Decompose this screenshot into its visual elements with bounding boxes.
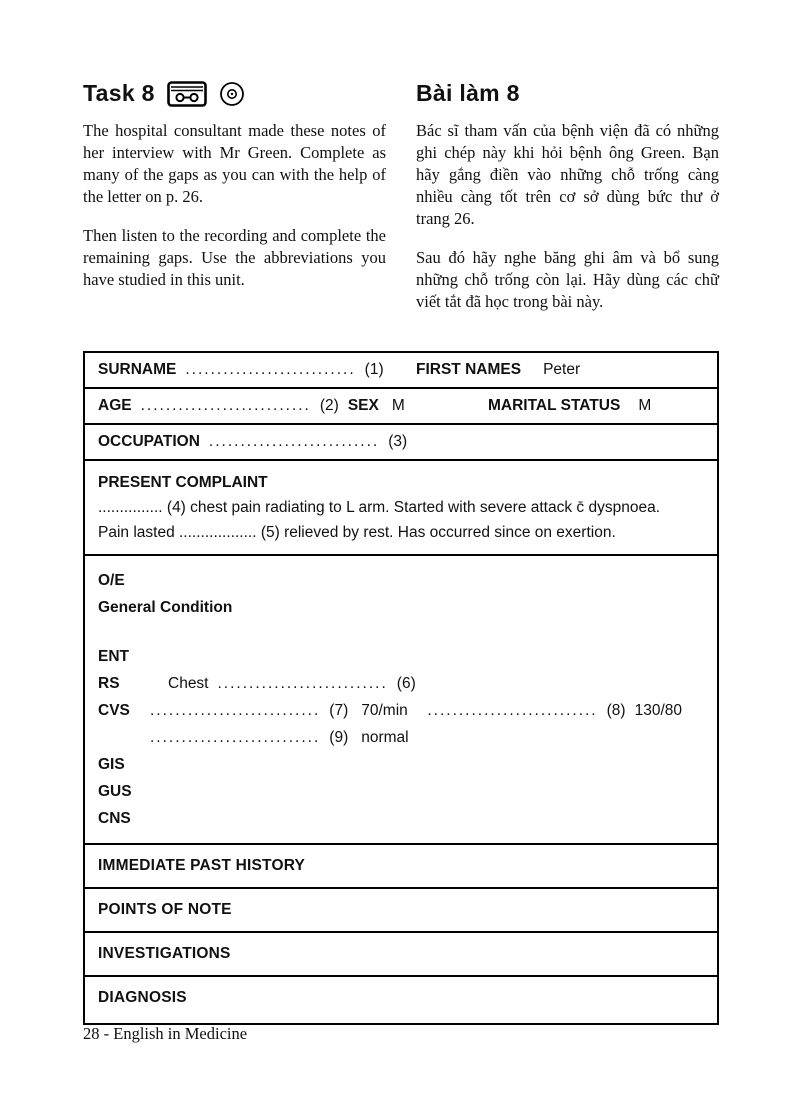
first-names-label: FIRST NAMES: [416, 360, 522, 378]
task-instructions-2: Then listen to the recording and complete the remaining gaps. Use the abbreviations you have studied in this unit.: [83, 225, 386, 289]
rs-row: [98, 670, 704, 697]
rs-blank: ...........................: [217, 674, 388, 692]
cvs-gap-number-8: (8): [606, 701, 626, 719]
surname-gap-number: (1): [364, 360, 384, 378]
ent-label: ENT: [98, 647, 129, 665]
occupation-row: [85, 423, 717, 459]
bai-lam-title-row: [416, 80, 719, 107]
occupation-label: OCCUPATION: [98, 432, 200, 450]
age-gap-number: (2): [319, 396, 339, 414]
cvs-blank-8: ...........................: [427, 701, 598, 719]
first-names-field: [416, 361, 580, 379]
gis-label: GIS: [98, 755, 125, 773]
gus-label: GUS: [98, 782, 132, 800]
bai-lam-title: Bài làm 8: [416, 80, 520, 106]
cvs-field-bp: [427, 697, 682, 724]
cvs-label: CVS: [98, 701, 130, 719]
cassette-icon: [167, 81, 207, 107]
medical-notes-form: [83, 351, 719, 1025]
present-complaint-line-2: Pain lasted .................. (5) relieved by rest. Has occurred since on exertion.: [98, 523, 616, 541]
age-sex-fields: [98, 397, 416, 415]
marital-status-field: [416, 397, 651, 415]
name-row: [85, 353, 717, 387]
intro-left-column: [83, 80, 386, 330]
occupation-gap-number: (3): [388, 432, 408, 450]
age-label: AGE: [98, 396, 132, 414]
page-content: [83, 80, 719, 1025]
intro-columns: [83, 80, 719, 330]
immediate-past-history-section: IMMEDIATE PAST HISTORY: [85, 843, 717, 887]
cvs-blank-9: ...........................: [150, 728, 321, 746]
investigations-section: INVESTIGATIONS: [85, 931, 717, 975]
surname-label: SURNAME: [98, 360, 177, 378]
cvs-blank-7: ...........................: [150, 701, 321, 719]
present-complaint-label: PRESENT COMPLAINT: [98, 473, 268, 491]
occupation-blank: ...........................: [208, 432, 380, 450]
marital-status-label: MARITAL STATUS: [488, 396, 621, 414]
age-blank: ...........................: [140, 396, 311, 414]
surname-field: [98, 361, 416, 379]
present-complaint-line-1: ............... (4) chest pain radiating to L arm. Started with severe attack c̄ dyspnoea.: [98, 498, 660, 516]
age-row: [85, 387, 717, 423]
first-names-value: Peter: [543, 360, 581, 378]
marital-status-value: M: [638, 396, 652, 414]
task-instructions-1: The hospital consultant made these notes of her interview with Mr Green. Complete as many of the gaps as you can with the help of the letter on p. 26.: [83, 121, 386, 206]
bai-lam-instructions-1: Bác sĩ tham vấn của bệnh viện đã có những ghi chép này khi hỏi bệnh ông Green. Bạn hãy gắng điền vào những chỗ trống càng nhiều càng tốt trên cơ sở dùng bức thư ở trang 26.: [416, 121, 719, 228]
sex-label: SEX: [347, 396, 379, 414]
cvs-value-heart-sounds: normal: [361, 728, 409, 746]
task-title: Task 8: [83, 80, 155, 106]
rs-text: Chest: [168, 674, 209, 692]
cvs-row-2: [98, 724, 704, 751]
cns-label: CNS: [98, 809, 131, 827]
occupation-field: [98, 433, 407, 451]
surname-blank: ...........................: [185, 360, 356, 378]
page-footer: 28 - English in Medicine: [83, 1024, 248, 1043]
points-of-note-section: POINTS OF NOTE: [85, 887, 717, 931]
cvs-gap-number-7: (7): [329, 701, 349, 719]
sex-value: M: [391, 396, 405, 414]
rs-field: [168, 670, 416, 697]
diagnosis-section: DIAGNOSIS: [85, 975, 717, 1023]
rs-gap-number: (6): [396, 674, 416, 692]
rs-label: RS: [98, 674, 120, 692]
intro-right-column: [416, 80, 719, 330]
cvs-value-bp: 130/80: [634, 701, 682, 719]
cvs-row: [98, 697, 704, 724]
cvs-field-pulse: [150, 697, 408, 724]
examination-section: [85, 554, 717, 843]
cvs-field-heart-sounds: [150, 724, 409, 751]
task-title-row: [83, 80, 386, 107]
present-complaint-section: [85, 459, 717, 554]
oe-label: O/E: [98, 571, 125, 589]
cvs-gap-number-9: (9): [329, 728, 349, 746]
general-condition-label: General Condition: [98, 598, 233, 616]
blank-line: [98, 621, 704, 643]
bai-lam-instructions-2: Sau đó hãy nghe băng ghi âm và bổ sung những chỗ trống còn lại. Hãy dùng các chữ viết tắt đã học trong bài này.: [416, 247, 719, 311]
cvs-value-pulse: 70/min: [361, 701, 408, 719]
record-icon: [219, 81, 245, 107]
